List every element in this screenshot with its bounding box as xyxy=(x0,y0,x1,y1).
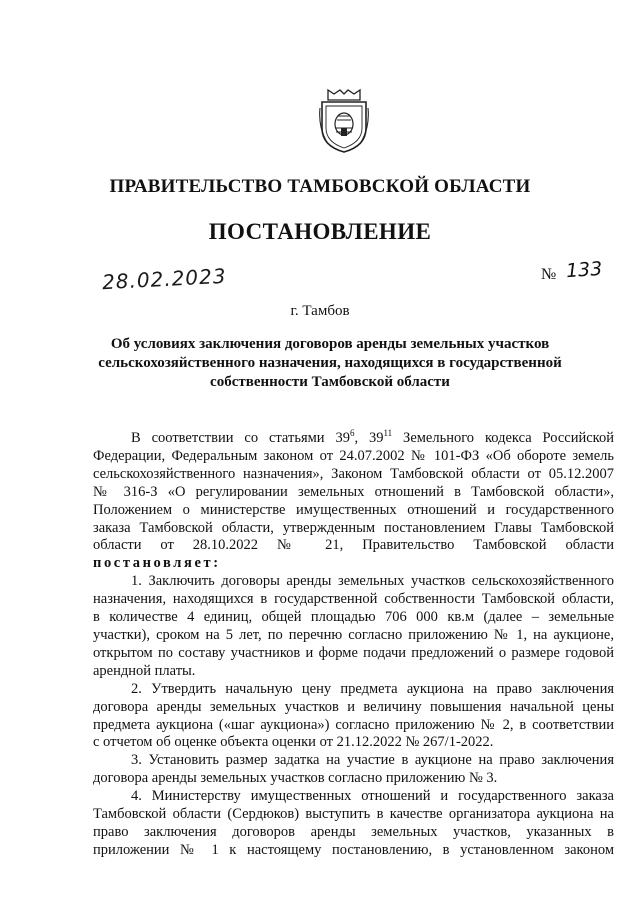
preamble-line: В соответствии со статьями $39^6$, $39^{11}$ Земельного кодекса Российской xyxy=(131,428,615,446)
preamble-line: области от 28.10.2022 № 21, Правительство Тамбовской области xyxy=(93,537,614,554)
preamble-line: № 316-З «О регулировании земельных отношений в Тамбовской области», xyxy=(93,483,614,500)
item-1 xyxy=(93,573,614,680)
item-2 xyxy=(93,681,614,753)
number-label: № xyxy=(541,266,557,283)
item-line: договора аренды земельных участков и величину повышения начальной цены xyxy=(93,698,614,715)
document-type: ПОСТАНОВЛЕНИЕ xyxy=(208,219,432,244)
item-line: 3. Установить размер задатка на участие в аукционе на право заключения xyxy=(131,752,614,769)
item-4 xyxy=(93,788,614,860)
decree-word: постановляет: xyxy=(93,555,221,572)
preamble xyxy=(93,430,614,573)
item-line: 4. Министерству имущественных отношений и государственного заказа xyxy=(131,788,614,805)
item-line: договора аренды земельных участков согласно приложению № 3. xyxy=(93,770,498,787)
decree-title-line: сельскохозяйственного назначения, находящихся в государственной xyxy=(98,355,562,371)
handwritten-date: 28.02.2023 xyxy=(101,263,228,295)
item-line: 1. Заключить договоры аренды земельных участков сельскохозяйственного xyxy=(131,573,614,590)
item-line: Тамбовской области (Сердюков) выступить в качестве организатора аукциона на xyxy=(93,806,614,823)
item-line: приложении № 1 к настоящему постановлению, в установленном законом xyxy=(93,841,614,858)
coat-of-arms-icon xyxy=(318,88,370,154)
item-line: открытом по составу участников и форме подачи предложений о размере годовой xyxy=(93,644,614,661)
item-line: с отчетом об оценке объекта оценки от 21.12.2022 № 267/1-2022. xyxy=(93,734,494,751)
handwritten-number: 133 xyxy=(565,257,603,283)
city: г. Тамбов xyxy=(290,303,350,319)
preamble-line: Положением о министерстве имущественных отношений и государственного xyxy=(93,501,614,518)
item-line: участки), сроком на 5 лет, по перечню согласно приложению № 1, на аукционе, xyxy=(93,626,614,643)
government-name: ПРАВИТЕЛЬСТВО ТАМБОВСКОЙ ОБЛАСТИ xyxy=(109,176,531,197)
decree-title-line: Об условиях заключения договоров аренды земельных участков xyxy=(110,336,550,352)
preamble-line: сельскохозяйственного назначения», Законом Тамбовской области от 05.12.2007 xyxy=(93,465,614,482)
preamble-line: заказа Тамбовской области, утвержденным постановлением Главы Тамбовской xyxy=(93,519,614,536)
item-line: в количестве 4 единиц, общей площадью 706 000 кв.м (далее – земельные xyxy=(93,609,614,626)
item-line: предмета аукциона («шаг аукциона») согласно приложению № 2, в соответствии xyxy=(93,716,614,733)
decree-title xyxy=(95,335,565,392)
document-body xyxy=(93,430,614,860)
preamble-line: Федерации, Федеральным законом от 24.07.2002 № 101-ФЗ «Об обороте земель xyxy=(93,447,614,464)
item-line: арендной платы. xyxy=(93,662,196,679)
item-line: 2. Утвердить начальную цену предмета аукциона на право заключения xyxy=(131,680,614,697)
decree-title-line: собственности Тамбовской области xyxy=(210,374,450,390)
item-line: право заключения договоров аренды земельных участков, указанных в xyxy=(93,823,614,840)
item-3 xyxy=(93,752,614,788)
item-line: назначения, находящихся в государственной собственности Тамбовской области, xyxy=(93,591,614,608)
